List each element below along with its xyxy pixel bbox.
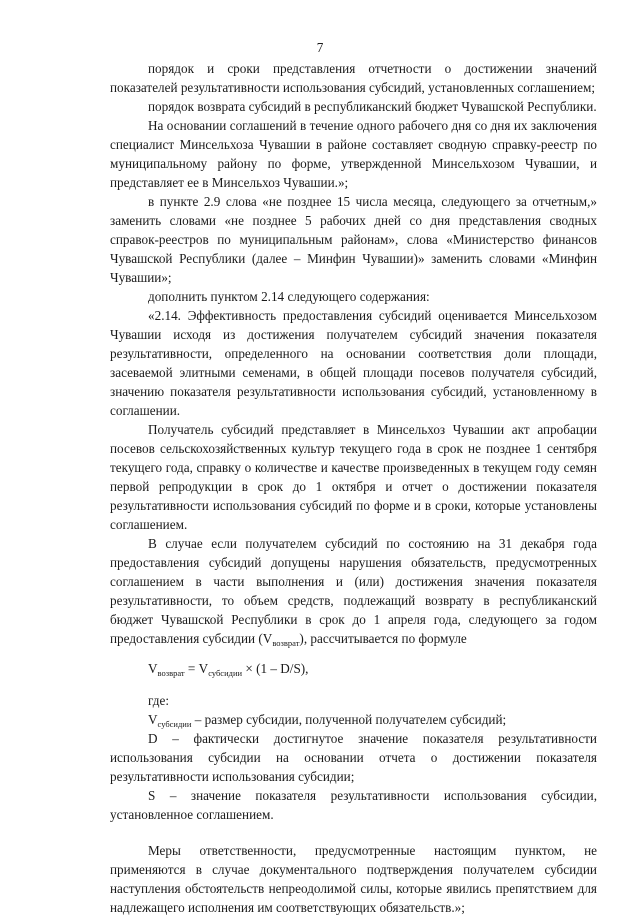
def-v-text: – размер субсидии, полученной получателем субсидий;: [191, 712, 507, 727]
where-label: где:: [148, 693, 169, 708]
page-number: 7: [316, 40, 324, 55]
paragraph-add-clause: дополнить пунктом 2.14 следующего содержания:: [148, 289, 430, 304]
formula-sub-refund: возврат: [157, 668, 185, 678]
paragraph-clause-2-14: «2.14. Эффективность предоставления субсидий оценивается Минсельхозом Чувашии исходя из достижения получателем субсидий значения показателя результативности, определенного на основании соответствия доли площади, засеваемой элитными семенами, в общей площади посевов получателя субсидий, значению показателя результативности использования субсидий, установленному в соглашении.: [110, 308, 597, 418]
paragraph-refund-case: [110, 534, 597, 648]
definition-d: D – фактически достигнутое значение показателя результативности использования субсидии на основании отчета о достижении показателя результативности использования субсидии;: [110, 731, 597, 784]
def-v-subscript: субсидии: [157, 719, 192, 729]
paragraph-approbation-act: Получатель субсидий представляет в Минсельхоз Чувашии акт апробации посевов сельскохозяйственных культур текущего года в срок не позднее 1 сентября текущего года, справку о количестве и качестве произведенных в текущем году семян первой репродукции в срок до 1 октября и отчет о достижении показателя результативности использования субсидий по форме и в сроки, которые установлены соглашением.: [110, 422, 597, 532]
def-v-symbol: V: [148, 712, 158, 727]
paragraph-summary-register: На основании соглашений в течение одного рабочего дня со дня их заключения специалист Минсельхоза Чувашии в районе составляет сводную справку-реестр по муниципальному району по форме, утвержденной Минсельхозом Чувашии, и представляет ее в Минсельхоз Чувашии.»;: [110, 118, 597, 190]
refund-formula: [110, 659, 597, 678]
paragraph-force-majeure: Меры ответственности, предусмотренные настоящим пунктом, не применяются в случае документального подтверждения получателем субсидии наступления обстоятельств непреодолимой силы, которые явились препятствием для надлежащего исполнения им соответствующих обязательств.»;: [110, 843, 597, 915]
formula-sub-subsidy: субсидии: [208, 668, 243, 678]
refund-subscript: возврат: [272, 638, 300, 648]
definition-v: [110, 710, 597, 729]
formula-eq: = V: [184, 661, 209, 676]
definition-s: S – значение показателя результативности использования субсидии, установленное соглашением.: [110, 788, 597, 822]
document-body: [110, 59, 597, 917]
refund-case-text: В случае если получателем субсидий по состоянию на 31 декабря года предоставления субсидий допущены нарушения обязательств, предусмотренных соглашением в части выполнения и (или) достижения значения показателя результативности, то объем средств, подлежащий возврату в республиканский бюджет Чувашской Республики в срок до 1 апреля года, следующего за годом предоставления субсидии (V: [110, 536, 597, 646]
refund-case-end: ), рассчитывается по формуле: [299, 631, 467, 646]
formula-v: V: [148, 661, 158, 676]
formula-rest: × (1 – D/S),: [242, 661, 309, 676]
paragraph-clause-2-9: в пункте 2.9 слова «не позднее 15 числа месяца, следующего за отчетным,» заменить словами «не позднее 5 рабочих дней со дня представления сводных справок-реестров по муниципальным районам», слова «Министерство финансов Чувашской Республики (далее – Минфин Чувашии)» заменить словами «Минфин Чувашии»;: [110, 194, 597, 285]
paragraph-refund-procedure: порядок возврата субсидий в республиканский бюджет Чувашской Республики.: [148, 99, 597, 114]
paragraph-reporting-terms: порядок и сроки представления отчетности о достижении значений показателей результативности использования субсидий, установленных соглашением;: [110, 61, 597, 95]
